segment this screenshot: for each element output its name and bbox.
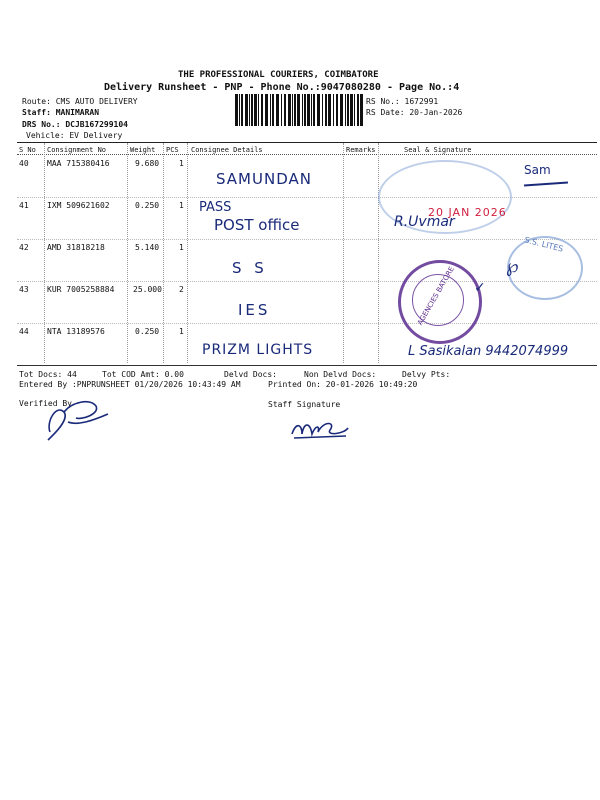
barcode [235, 94, 363, 126]
row-weight: 0.250 [135, 327, 160, 336]
barcode-bar [270, 94, 271, 126]
barcode-bar [261, 94, 263, 126]
barcode-bar [288, 94, 291, 126]
row-consignee-handwritten: IES [238, 301, 271, 319]
barcode-bar [350, 94, 353, 126]
table-bottom-rule [17, 365, 597, 366]
col-separator [378, 143, 379, 363]
col-consignee: Consignee Details [191, 146, 263, 154]
runsheet-subtitle: Delivery Runsheet - PNP - Phone No.:9047080280 - Page No.:4 [104, 82, 460, 93]
row42-mark: ℘ [506, 256, 519, 277]
row-divider [17, 323, 597, 324]
col-separator [187, 143, 188, 363]
row-consignee-handwritten: PRIZM LIGHTS [202, 342, 314, 358]
company-title: THE PROFESSIONAL COURIERS, COIMBATORE [178, 70, 379, 80]
barcode-bar [333, 94, 334, 126]
row-sno: 42 [19, 243, 29, 252]
col-pcs: PCS [166, 146, 179, 154]
header-top-rule [17, 142, 597, 143]
barcode-bar [265, 94, 268, 126]
row-sno: 44 [19, 327, 29, 336]
col-consignment: Consignment No [47, 146, 107, 154]
barcode-bar [340, 94, 343, 126]
barcode-bar [251, 94, 253, 126]
col-weight: Weight [130, 146, 156, 154]
barcode-bar [272, 94, 274, 126]
barcode-bar [284, 94, 286, 126]
route: Route: CMS AUTO DELIVERY [22, 97, 138, 106]
barcode-bar [292, 94, 293, 126]
row-weight: 5.140 [135, 243, 160, 252]
round-seal-text: AGENCIES BATORE [416, 265, 456, 327]
row-consignment: MAA 715380416 [47, 159, 110, 168]
barcode-bar [317, 94, 320, 126]
row-consignee-note: PASS [199, 200, 232, 215]
row-pcs: 2 [179, 285, 184, 294]
row-weight: 25.000 [133, 285, 162, 294]
delivered-docs: Delvd Docs: [224, 370, 277, 379]
barcode-bar [347, 94, 349, 126]
row-consignment: IXM 509621602 [47, 201, 110, 210]
barcode-bar [328, 94, 331, 126]
barcode-bar [276, 94, 279, 126]
row-pcs: 1 [179, 243, 184, 252]
row-pcs: 1 [179, 159, 184, 168]
date-stamp: 20 JAN 2026 [428, 206, 507, 219]
barcode-bar [254, 94, 257, 126]
rs-number: RS No.: 1672991 [366, 97, 439, 106]
delivery-points: Delvy Pts: [402, 370, 451, 379]
barcode-bar [249, 94, 250, 126]
barcode-bar [297, 94, 300, 126]
tiles-stamp-text: S.S. LITES [523, 235, 565, 254]
col-remarks: Remarks [346, 146, 376, 154]
row-consignee-handwritten: S S [232, 259, 268, 277]
barcode-bar [239, 94, 240, 126]
barcode-bar [302, 94, 303, 126]
row-consignment: KUR 7005258884 [47, 285, 115, 294]
printed-on: Printed On: 20-01-2026 10:49:20 [268, 380, 418, 389]
row-pcs: 1 [179, 327, 184, 336]
barcode-bar [235, 94, 238, 126]
barcode-bar [304, 94, 306, 126]
row41-signature: R.Uvmar [394, 214, 455, 230]
col-sno: S No [19, 146, 36, 154]
row-weight: 0.250 [135, 201, 160, 210]
row-pcs: 1 [179, 201, 184, 210]
barcode-bar [313, 94, 315, 126]
row-sno: 43 [19, 285, 29, 294]
row-consignment: AMD 31818218 [47, 243, 105, 252]
row43-mark: ✓ [474, 280, 486, 296]
row-divider [17, 239, 597, 240]
staff-signature-label: Staff Signature [268, 400, 341, 409]
barcode-bar [258, 94, 259, 126]
staff-signature [288, 412, 352, 442]
col-separator [163, 143, 164, 363]
rs-date: RS Date: 20-Jan-2026 [366, 108, 463, 117]
row-consignee-handwritten: SAMUNDAN [216, 170, 312, 188]
row44-signature: L Sasikalan 9442074999 [408, 344, 569, 359]
barcode-bar [307, 94, 310, 126]
barcode-bar [245, 94, 248, 126]
barcode-bar [360, 94, 363, 126]
verified-by-label: Verified By [19, 399, 72, 408]
barcode-bar [281, 94, 282, 126]
row-consignment: NTA 13189576 [47, 327, 105, 336]
row40-signature: Sam [524, 163, 551, 177]
row-weight: 9.680 [135, 159, 160, 168]
barcode-bar [325, 94, 327, 126]
col-separator [44, 143, 45, 363]
barcode-bar [336, 94, 338, 126]
row-sno: 40 [19, 159, 29, 168]
row-sno: 41 [19, 201, 29, 210]
non-delivered-docs: Non Delvd Docs: [304, 370, 377, 379]
signature-scribble [524, 181, 568, 186]
barcode-bar [322, 94, 323, 126]
row-consignee-handwritten: POST office [214, 216, 300, 234]
col-separator [127, 143, 128, 363]
col-seal: Seal & Signature [404, 146, 472, 154]
barcode-bar [345, 94, 346, 126]
drs-number: DRS No.: DCJB167299104 [22, 120, 128, 129]
vehicle: Vehicle: EV Delivery [26, 131, 123, 140]
staff: Staff: MANIMARAN [22, 108, 100, 117]
barcode-bar [294, 94, 296, 126]
header-bottom-rule [17, 154, 597, 155]
barcode-bar [311, 94, 312, 126]
total-docs: Tot Docs: 44 [19, 370, 77, 379]
entered-by: Entered By :PNPRUNSHEET 01/20/2026 10:43:49 AM [19, 380, 241, 389]
col-separator [343, 143, 344, 363]
total-cod: Tot COD Amt: 0.00 [102, 370, 184, 379]
verifier-signature [38, 392, 118, 444]
barcode-bar [357, 94, 359, 126]
barcode-bar [241, 94, 243, 126]
barcode-bar [354, 94, 355, 126]
